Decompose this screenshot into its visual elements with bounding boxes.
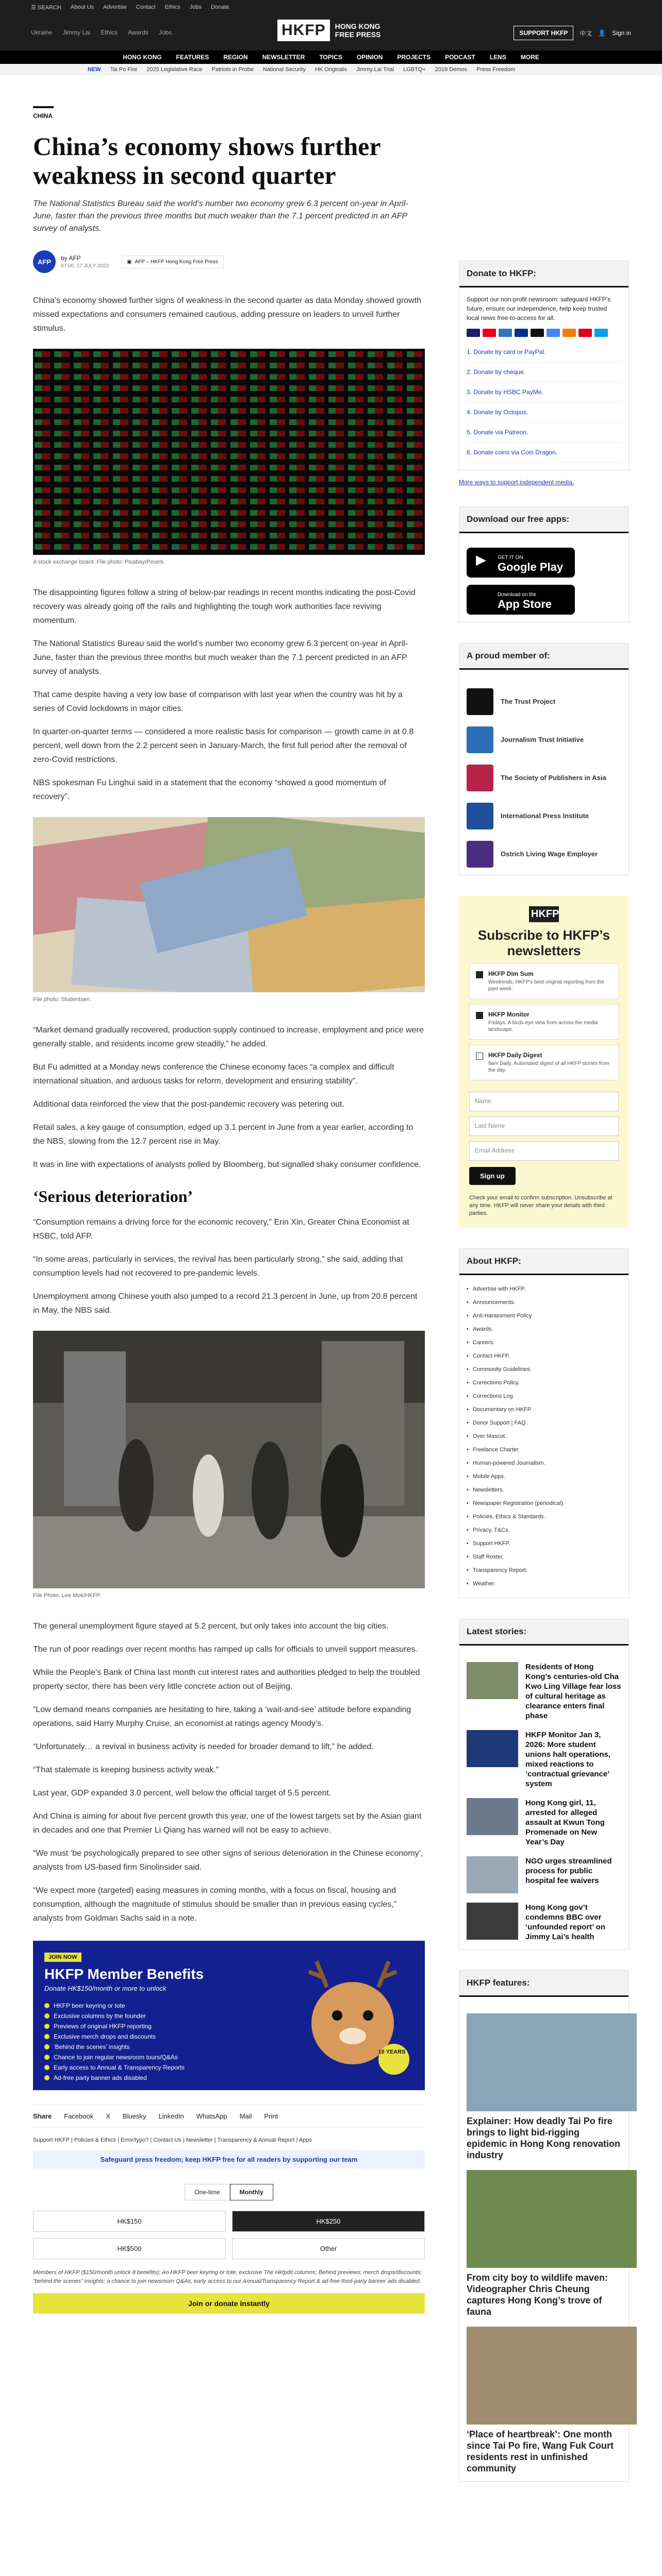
about-link[interactable]: • Freelance Charter. xyxy=(467,1443,621,1456)
paragraph: And China is aiming for about five percent growth this year, one of the lowest targets set by the Asian giant in decades and one that Premier Li Qiang has warned will not be easy to achieve. xyxy=(33,1812,422,1835)
join-donate-button[interactable]: Join or donate instantly xyxy=(33,2293,425,2314)
more-ways-link[interactable]: More ways to support independent media. xyxy=(459,479,574,486)
amex-icon xyxy=(499,329,512,337)
article-subtitle: The National Statistics Bureau said the world’s number two economy grew 6.3 percent on-year in April-June, faster than the previous three months but much weaker than the 7.1 percent predicted in an AFP survey of analysts. xyxy=(33,199,408,233)
member-ipi[interactable]: International Press Institute xyxy=(467,803,621,829)
hsbc-icon xyxy=(578,329,592,337)
sopa-icon xyxy=(467,765,493,791)
trending-link[interactable]: Tai Po Fire xyxy=(110,66,138,73)
main-nav xyxy=(0,50,662,64)
story-thumbnail xyxy=(467,1856,518,1893)
member-trust-project[interactable]: The Trust Project xyxy=(467,688,621,715)
paragraph: “Unfortunately… a revival in business activity is needed for broader demand to lift,” he added. xyxy=(33,1742,374,1751)
memberships-widget xyxy=(459,643,629,875)
checkbox-checked[interactable] xyxy=(476,971,483,978)
features-widget xyxy=(459,1970,629,2482)
feature-item[interactable]: From city boy to wildlife maven: Videographer Chris Cheung captures Hong Kong’s trove of fauna xyxy=(467,2170,621,2317)
paragraph: While the People’s Bank of China last month cut interest rates and authorities pledged to help the troubled property sector, there has been very little concrete action out of Beijing. xyxy=(33,1668,420,1691)
checkbox-unchecked[interactable] xyxy=(476,1053,483,1060)
paragraph: The National Statistics Bureau said the world’s number two economy grew 6.3 percent on-year in April-June, faster than the previous three months but much weaker than the 7.1 percent predicted in an AFP survey of analysts. xyxy=(33,639,408,676)
paragraph: That came despite having a very low base of comparison with last year when the country was hit by a series of Covid lockdowns in major cities. xyxy=(33,690,403,713)
benefit-item: Exclusive merch drops and discounts xyxy=(44,2031,282,2042)
trending-link[interactable]: 2025 Legislative Race xyxy=(146,66,203,73)
trending-link[interactable]: Jimmy Lai Trial xyxy=(356,66,394,73)
apple-pay-icon xyxy=(531,329,544,337)
trending-bar xyxy=(0,64,662,75)
paragraph: The general unemployment figure stayed at 5.2 percent, but only takes into account the big cities. xyxy=(33,1622,389,1631)
feature-image xyxy=(467,2327,637,2425)
about-link[interactable]: • Newsletters. xyxy=(467,1483,621,1497)
author-name[interactable]: by AFP xyxy=(61,255,81,262)
site-header xyxy=(0,14,662,50)
nav-lens[interactable]: LENS xyxy=(489,54,506,61)
payment-icons xyxy=(467,329,621,337)
support-links[interactable]: Support HKFP | Policies & Ethics | Error/typo? | Contact Us | Newsletter | Transparency & Annual Report | Apps xyxy=(33,2137,312,2143)
nav-podcast[interactable]: PODCAST xyxy=(445,54,475,61)
header-link-ukraine[interactable]: Ukraine xyxy=(31,29,53,36)
topbar-link-contact[interactable]: Contact xyxy=(136,4,156,10)
image-caption: A stock exchange board. File photo: Pixabay/Pexels. xyxy=(33,559,166,565)
nav-topics[interactable]: TOPICS xyxy=(319,54,342,61)
feature-image xyxy=(467,2013,637,2111)
about-link[interactable]: • Contact HKFP. xyxy=(467,1349,621,1363)
amount-option[interactable]: HK$500 xyxy=(33,2238,226,2259)
publish-date: 07:00, 17 JULY 2023 xyxy=(61,263,109,269)
press-icon: ▣ xyxy=(127,259,132,265)
image-caption: File photo: Studentsen. xyxy=(33,996,92,1003)
benefit-item: ‘Behind the scenes’ insights xyxy=(44,2042,282,2052)
header-link-awards[interactable]: Awards xyxy=(128,29,148,36)
paragraph: “That stalemate is keeping business activity weak.” xyxy=(33,1766,219,1774)
story-item[interactable]: Hong Kong girl, 11, arrested for alleged assault at Kwun Tong Promenade on New Year’s Day xyxy=(467,1798,621,1847)
monthly-option[interactable]: Monthly xyxy=(230,2184,273,2200)
about-link[interactable]: • Anti-Harassment Policy. xyxy=(467,1309,621,1323)
about-link[interactable]: • Support HKFP. xyxy=(467,1537,621,1550)
checkbox-checked[interactable] xyxy=(476,1012,483,1019)
benefit-item: Exclusive columns by the founder xyxy=(44,2011,282,2021)
amount-option[interactable]: Other xyxy=(232,2238,425,2259)
feature-item[interactable]: Explainer: How deadly Tai Po fire brings to light bid-rigging epidemic in Hong Kong renovation industry xyxy=(467,2013,621,2161)
signup-button[interactable]: Sign up xyxy=(469,1167,516,1185)
user-icon[interactable]: 👤 xyxy=(598,29,606,37)
topbar-link-about[interactable]: About Us xyxy=(70,4,94,10)
paragraph: “Low demand means companies are hesitating to hire, taking a ‘wait-and-see’ attitude before expanding operations, said Harry Murphy Cruise, an economist at ratings agency Moody’s. xyxy=(33,1705,411,1728)
donate-method-link[interactable]: 1. Donate by card or PayPal. xyxy=(467,342,621,362)
nav-more[interactable]: MORE xyxy=(520,54,539,61)
promo-title: HKFP Member Benefits xyxy=(44,1966,204,1982)
signin-link[interactable]: Sign in xyxy=(612,29,631,37)
play-store-icon: ▶ xyxy=(476,552,486,567)
join-now-tag[interactable]: JOIN NOW xyxy=(44,1953,81,1962)
nav-opinion[interactable]: OPINION xyxy=(356,54,383,61)
category-label[interactable]: CHINA xyxy=(33,106,54,120)
benefit-item: HKFP beer keyring or tote xyxy=(44,2001,282,2011)
membership-note: Members of HKFP ($150/month unlock 8 benefits): An HKFP beer keyring or tote; exclusive The Hkfpdit columns; Behind previews; merch drops/discounts; “behind the scenes” insights; a chance to join newsroom Q&As; early access to our Annual/Transparency Report & ad-free third-party banner ads disabled. xyxy=(33,2269,422,2284)
header-link-jimmy-lai[interactable]: Jimmy Lai xyxy=(62,29,91,36)
share-facebook[interactable]: Facebook xyxy=(64,2112,94,2120)
trending-link[interactable]: Patriots in Probe xyxy=(211,66,254,73)
paragraph: “Consumption remains a driving force for the economic recovery,” Erin Xin, Greater China Economist at HSBC, told AFP. xyxy=(33,1218,409,1241)
paypal-icon xyxy=(515,329,528,337)
section-heading: ‘Serious deterioration’ xyxy=(33,1187,193,1206)
amount-option[interactable]: HK$150 xyxy=(33,2211,226,2232)
trending-link[interactable]: Press Freedom xyxy=(476,66,516,73)
mall-shoppers-graphic xyxy=(33,1331,425,1588)
feature-image xyxy=(467,2170,637,2268)
email-input[interactable]: Email Address xyxy=(469,1141,619,1161)
author-avatar[interactable]: AFP xyxy=(33,250,56,273)
donate-banner[interactable]: Safeguard press freedom; keep HKFP free for all readers by supporting our team xyxy=(33,2150,425,2168)
features-heading: HKFP features: xyxy=(459,1971,628,1997)
about-link[interactable]: • Corrections Policy. xyxy=(467,1376,621,1389)
unionpay-icon xyxy=(562,329,576,337)
app-store-button[interactable]: Download on the App Store xyxy=(467,585,575,615)
header-link-jobs[interactable]: Jobs xyxy=(158,29,172,36)
story-thumbnail xyxy=(467,1903,518,1940)
newsletter-option[interactable]: HKFP Dim Sum Weekends. HKFP’s best original reporting from the past week. xyxy=(469,963,619,999)
donate-heading: Donate to HKFP: xyxy=(459,261,628,287)
member-benefits-promo[interactable] xyxy=(33,1941,425,2090)
paragraph: NBS spokesman Fu Linghui said in a statement that the economy “showed a good momentum of recovery”. xyxy=(33,778,386,801)
about-link[interactable]: • Donor Support | FAQ. xyxy=(467,1416,621,1430)
paragraph: Unemployment among Chinese youth also jumped to a record 21.3 percent in June, up from 20.8 percent in May, the NBS said. xyxy=(33,1292,418,1315)
member-living-wage[interactable]: Ostrich Living Wage Employer xyxy=(467,841,621,868)
share-label: Share xyxy=(33,2112,52,2120)
donate-method-link[interactable]: 2. Donate by cheque. xyxy=(467,362,621,382)
article xyxy=(33,75,425,2314)
paragraph: In quarter-on-quarter terms — considered a more realistic basis for comparison — growth came in at 0.8 percent, well down from the 2.2 percent seen in January-March, the first full period after the removal of zero-Covid restrictions. xyxy=(33,727,414,764)
about-link[interactable]: • Over Mascot. xyxy=(467,1430,621,1443)
members-heading: A proud member of: xyxy=(459,643,628,670)
trust-project-icon xyxy=(467,688,493,715)
site-logo[interactable] xyxy=(277,20,380,41)
nav-region[interactable]: REGION xyxy=(223,54,248,61)
donation-amounts xyxy=(33,2211,425,2259)
paragraph: The disappointing figures follow a string of below-par readings in recent months indicating the post-Covid recovery was already going off the rails and highlighting the tough work authorities face reviving momentum. xyxy=(33,588,416,625)
donate-method-link[interactable]: 6. Donate coins via Coin Dragon. xyxy=(467,443,621,463)
donate-method-link[interactable]: 3. Donate by HSBC PayMe. xyxy=(467,382,621,402)
about-link[interactable]: • Announcements. xyxy=(467,1296,621,1309)
story-item[interactable]: Hong Kong gov’t condemns BBC over ‘unfounded report’ on Jimmy Lai’s health xyxy=(467,1903,621,1942)
nav-features[interactable]: FEATURES xyxy=(176,54,209,61)
banknotes-image xyxy=(33,817,425,992)
share-mail[interactable]: Mail xyxy=(239,2112,252,2120)
stock-board-image xyxy=(33,349,425,555)
google-play-button[interactable]: ▶ GET IT ON Google Play xyxy=(467,548,575,578)
about-link[interactable]: • Newspaper Registration (periodical). xyxy=(467,1497,621,1510)
stock-board-graphic xyxy=(33,349,425,555)
nav-projects[interactable]: PROJECTS xyxy=(397,54,431,61)
about-link[interactable]: • Transparency Report. xyxy=(467,1564,621,1577)
share-whatsapp[interactable]: WhatsApp xyxy=(196,2112,227,2120)
nav-newsletter[interactable]: NEWSLETTER xyxy=(262,54,305,61)
about-link[interactable]: • Community Guidelines. xyxy=(467,1363,621,1376)
nav-hong-kong[interactable]: HONG KONG xyxy=(123,54,162,61)
newsletter-signup xyxy=(459,896,629,1228)
trending-link[interactable]: National Security xyxy=(262,66,306,73)
benefit-item: Previews of original HKFP reporting xyxy=(44,2021,282,2031)
support-button[interactable]: SUPPORT HKFP xyxy=(514,26,573,40)
paragraph: Retail sales, a key gauge of consumption, edged up 3.1 percent in June from a year earlier, according to the NBS, slowing from the 12.7 percent rise in May. xyxy=(33,1123,413,1146)
share-linkedin[interactable]: LinkedIn xyxy=(158,2112,184,2120)
benefit-item: Early access to Annual & Transparency Reports xyxy=(44,2062,282,2073)
paragraph: The run of poor readings over recent months has ramped up calls for officials to unveil support measures. xyxy=(33,1645,418,1654)
paragraph: “We expect more (targeted) easing measures in coming months, with a focus on fiscal, housing and consumption, although the magnitude of stimulus should be smaller than in previous easing cycles,” analysts from Goldman Sachs said in a note. xyxy=(33,1886,397,1923)
story-thumbnail xyxy=(467,1798,518,1835)
search-link[interactable]: ☰ SEARCH xyxy=(31,4,61,11)
about-link[interactable]: • Weather. xyxy=(467,1577,621,1590)
google-pay-icon xyxy=(547,329,560,337)
about-link[interactable]: • Corrections Log. xyxy=(467,1389,621,1403)
sidebar xyxy=(459,75,629,2482)
share-bar xyxy=(33,2105,425,2128)
utility-bar xyxy=(0,0,662,14)
share-print[interactable]: Print xyxy=(264,2112,278,2120)
last-name-input[interactable]: Last Name xyxy=(469,1116,619,1136)
latest-stories-widget xyxy=(459,1619,629,1950)
story-item[interactable]: Residents of Hong Kong’s centuries-old Cha Kwo Ling Village fear loss of cultural heritage as clearance enters final phase xyxy=(467,1662,621,1721)
paragraph: “Market demand gradually recovered, production supply continued to increase, employment and price were generally stable, and residents income grew steadily,” he added. xyxy=(33,1026,424,1048)
visa-icon xyxy=(467,329,480,337)
paragraph: Last year, GDP expanded 3.0 percent, well below the official target of 5.5 percent. xyxy=(33,1789,332,1798)
about-link[interactable]: • Careers. xyxy=(467,1336,621,1349)
donation-frequency-toggle xyxy=(33,2184,425,2200)
latest-heading: Latest stories: xyxy=(459,1619,628,1646)
banknotes-graphic xyxy=(33,817,425,992)
mastercard-icon xyxy=(483,329,496,337)
press-badge: ▣ AFP – HKFP Hong Kong Free Press xyxy=(121,256,224,268)
paragraph: China’s economy showed further signs of weakness in the second quarter as data Monday showed growth missed expectations and consumers remained cautious, adding pressure on leaders to unveil further stimulus. xyxy=(33,296,422,333)
donate-method-link[interactable]: 4. Donate by Octopus. xyxy=(467,402,621,422)
deer-mascot-icon xyxy=(291,1951,415,2080)
about-link[interactable]: • Awards. xyxy=(467,1323,621,1336)
story-thumbnail xyxy=(467,1730,518,1767)
jti-icon xyxy=(467,726,493,753)
article-title: China’s economy shows further weakness in second quarter xyxy=(33,132,380,190)
newsletter-title: Subscribe to HKFP’s newsletters xyxy=(477,927,610,958)
language-link[interactable]: 中文 xyxy=(580,29,592,37)
name-input[interactable]: Name xyxy=(469,1092,619,1111)
apps-heading: Download our free apps: xyxy=(459,507,628,533)
about-link[interactable]: • Privacy, T&Cs. xyxy=(467,1523,621,1537)
benefit-item: Chance to join regular newsroom tours/Q&As xyxy=(44,2052,282,2062)
amount-option-selected[interactable]: HK$250 xyxy=(232,2211,425,2232)
ipi-icon xyxy=(467,803,493,829)
apps-widget xyxy=(459,506,629,622)
promo-subtitle: Donate HK$150/month or more to unlock xyxy=(44,1985,167,1992)
story-thumbnail xyxy=(467,1662,518,1699)
logo-wordmark: HONG KONG FREE PRESS xyxy=(335,22,381,39)
mall-shoppers-image xyxy=(33,1331,425,1588)
feature-item[interactable]: ‘Place of heartbreak’: One month since Tai Po fire, Wang Fuk Court residents rest in unfinished community xyxy=(467,2327,621,2474)
byline xyxy=(33,250,425,273)
story-item[interactable]: NGO urges streamlined process for public hospital fee waivers xyxy=(467,1856,621,1893)
ten-years-badge: 10 YEARS xyxy=(378,2049,406,2055)
logo-mark: HKFP xyxy=(277,20,330,41)
newsletter-option[interactable]: HKFP Monitor Fridays. A birds-eye view from across the media landscape. xyxy=(469,1004,619,1040)
paragraph: Additional data reinforced the view that the post-pandemic recovery was petering out. xyxy=(33,1100,344,1109)
trending-link[interactable]: LGBTQ+ xyxy=(403,66,426,73)
header-link-ethics[interactable]: Ethics xyxy=(101,29,118,36)
topbar-link-ethics[interactable]: Ethics xyxy=(164,4,180,10)
paragraph: “We must ‘be psychologically prepared to see other signs of serious deterioration in the Chinese economy’, analysts from US-based firm Sinolinsider said. xyxy=(33,1849,423,1872)
member-jti[interactable]: Journalism Trust Initiative xyxy=(467,726,621,753)
donate-text: Support our non-profit newsroom: safeguard HKFP’s future, ensure our independence, help keep trusted local news free-to-access for all. xyxy=(467,296,611,321)
about-link[interactable]: • Documentary on HKFP. xyxy=(467,1403,621,1416)
about-widget xyxy=(459,1248,629,1598)
share-x[interactable]: X xyxy=(106,2112,110,2120)
newsletter-option[interactable]: HKFP Daily Digest 9am Daily. Automated digest of all HKFP stories from the day. xyxy=(469,1045,619,1080)
donate-method-link[interactable]: 5. Donate via Patreon. xyxy=(467,422,621,443)
about-link[interactable]: • Human-powered Journalism. xyxy=(467,1456,621,1470)
octopus-icon xyxy=(594,329,608,337)
paragraph: But Fu admitted at a Monday news conference the Chinese economy faces “a complex and difficult international situation, and arduous tasks for reform, development and ensuring stability”. xyxy=(33,1063,394,1086)
new-label: NEW xyxy=(88,66,101,73)
about-link[interactable]: • Advertise with HKFP. xyxy=(467,1282,621,1296)
paragraph: It was in line with expectations of analysts polled by Bloomberg, but signalled shaky consumer confidence. xyxy=(33,1160,421,1169)
newsletter-logo: HKFP xyxy=(529,906,559,922)
one-time-option[interactable]: One-time xyxy=(185,2184,229,2200)
share-bluesky[interactable]: Bluesky xyxy=(122,2112,146,2120)
living-wage-icon xyxy=(467,841,493,868)
newsletter-note: Check your email to confirm subscription. Unsubscribe at any time. HKFP will never share your details with third parties. xyxy=(469,1195,613,1216)
topbar-link-jobs[interactable]: Jobs xyxy=(189,4,202,10)
about-heading: About HKFP: xyxy=(459,1249,628,1275)
about-link[interactable]: • Mobile Apps. xyxy=(467,1470,621,1483)
about-link[interactable]: • Policies, Ethics & Standards. xyxy=(467,1510,621,1523)
topbar-link-donate[interactable]: Donate xyxy=(211,4,229,10)
topbar-link-advertise[interactable]: Advertise xyxy=(103,4,127,10)
benefit-item: Ad-free party banner ads disabled xyxy=(44,2073,282,2083)
donate-widget xyxy=(459,261,629,470)
story-item[interactable]: HKFP Monitor Jan 3, 2026: More student unions halt operations, mixed reactions to ‘contractual grievance’ system xyxy=(467,1730,621,1789)
trending-link[interactable]: 2019 Demos xyxy=(435,66,468,73)
about-list xyxy=(459,1275,628,1598)
member-sopa[interactable]: The Society of Publishers in Asia xyxy=(467,765,621,791)
paragraph: “In some areas, particularly in services, the revival has been particularly strong,” she said, adding that consumption levels had not recovered to pre-pandemic levels. xyxy=(33,1255,403,1278)
trending-link[interactable]: HK Originals xyxy=(315,66,347,73)
about-link[interactable]: • Staff Roster. xyxy=(467,1550,621,1564)
image-caption: File Photo: Lee Mok/HKFP. xyxy=(33,1592,101,1599)
